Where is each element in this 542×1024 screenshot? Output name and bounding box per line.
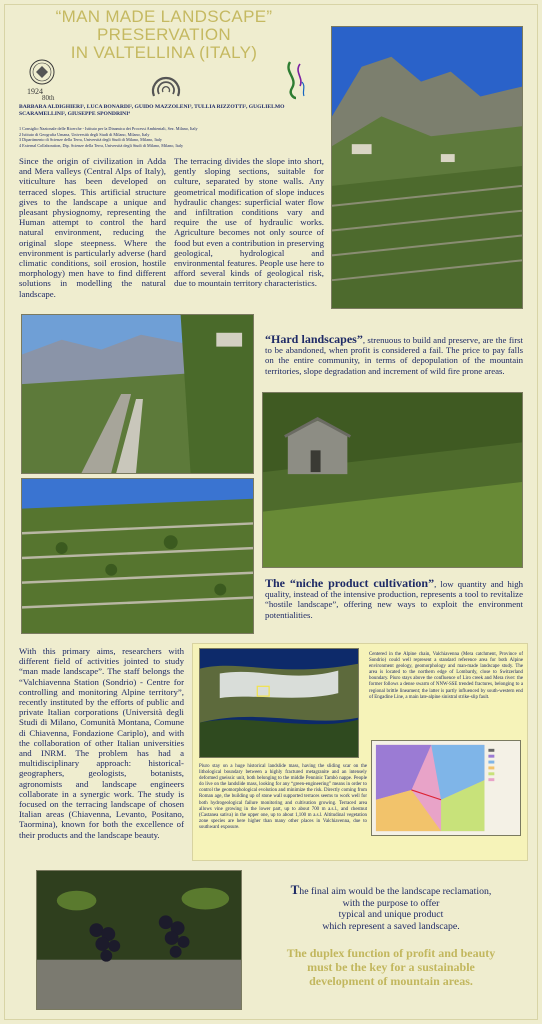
poster-title	[8, 8, 320, 62]
hard-landscapes-lead: “Hard landscapes”	[265, 332, 363, 346]
title-line-2: PRESERVATION	[97, 25, 231, 44]
hard-landscapes-text	[265, 334, 523, 376]
geological-map	[371, 740, 521, 836]
closing-line-1: The duplex function of profit and beauty	[286, 946, 496, 960]
final-line-2: with the purpose to offer	[342, 897, 440, 909]
affiliation-4: 4 External Collaboration, Dip. Scienze della Terra, Università degli Studi di Milano, Milano, Italy	[19, 142, 184, 148]
intro-column-2: The terracing divides the slope into short, gently sloping sections, suitable for culture, separated by stone walls. Any geometrical modification of slope induces hydraulic changes: superficial water flow and infiltration conditions vary and require the use of hydraulic works. Agriculture becomes not only source of food but even a contribution in preserving geological, hydrological and environmental features. People use here to afford several kinds of geological risk, due to mountain territory characteristics.	[174, 156, 324, 289]
niche-product-lead: The “niche product cultivation”	[265, 576, 435, 590]
terraces-slope-photo	[21, 478, 254, 634]
affiliations	[19, 126, 319, 148]
closing-statement	[258, 946, 524, 988]
closing-line-2: must be the key for a sustainable	[307, 960, 475, 974]
hard-landscapes-body: , strenuous to build and preserve, are the first to be abandoned, when profit is considered a fail. The price to pay falls on the entire community, in terms of depopulation of the mountain territories, slope degradation and increment of wild fire prone areas.	[265, 335, 523, 376]
title-line-3: IN VALTELLINA (ITALY)	[70, 43, 258, 62]
logo-year-bottom: 80th	[42, 94, 55, 102]
grapes-photo	[36, 870, 242, 1010]
piuro-description: Piuro stay on a huge historical landslide mass, having the sliding scar on the lithological boundary between a highly fractured metagranite and an intensely deformed gneissic unit, both belonging to the middle Penninic Tambò nappe. People do live on the landslide mass, looking for any “green-engineering” means in order to control the geomorphological evolution and minimize the risk. Directly coming from Roman age, the building up of stone wall supported terraces seems to work well for both hydrogeological failure monitoring and cultivation growing. Terraced area allows vine growing in the lower part, up to about 700 m a.s.l., and chestnut (Castanea sativa) in the upper one, up to about 1,100 m a.s.l. Altitudinal vegetation zone species are here higher than many other places in Valchiavenna, due to southward exposure.	[199, 764, 367, 830]
study-area-description: Centered in the Alpine chain, Valchiavenna (Mera catchment, Province of Sondrio) could well represent a standard reference area for both Alpine environment geology, geomorphology and man-made landscape study. The area is located to the northern edge of Lombardy, close to Switzerland boundary. Piuro stays above the confluence of Liro creek and Mera river: the former follows a dense swarm of NNW-SSE trended fractures, belonging to a regional brittle lineament; the latter is partly influenced by south-western end of Engadine Line, a main late-alpine sinistral strike-slip fault.	[369, 652, 523, 700]
affiliation-1: 1 Consiglio Nazionale delle Ricerche - Istituto per la Dinamica dei Processi Ambientali, Sez. Milano, Italy	[19, 126, 198, 131]
final-line-1: The final aim would be the landscape reclamation,	[290, 882, 492, 897]
study-area-panel	[192, 643, 528, 861]
final-line-1-text: he final aim would be the landscape reclamation,	[299, 886, 492, 897]
logo-year-top: 1924	[27, 87, 43, 96]
university-logo	[24, 58, 60, 102]
final-line-4: which represent a saved landscape.	[322, 920, 460, 932]
final-aim	[258, 884, 524, 932]
niche-product-body: , low quantity and high quality, instead of the intensive production, represents a tool to revitalize “hostile landscape”, offering new ways to exploit the environment potentialities.	[265, 579, 523, 620]
aims-text: With this primary aims, researchers with different field of activities jointed to study “man made landscape”. The staff belongs the “Valchiavenna Station (Sondrio) - Centre for controlling and monitoring Alpine territory”, recently instituted by the efforts of public and private Italian corporations (Università degli Studi di Milano, Comunità Montana, Comune di Chiavenna, Fondazione Cariplo), and with the collaboration of other Italian universities and INRM. The problem has had a multidisciplinary approach: historical-geographers, geologists, botanists, agronomists and landscape engineers collaborate in a synergic work. The study is focused on the terracing landscape of chosen Italian areas (Chiavenna, Levanto, Positano, Taormina), known for both the excellence of their products and the landscape beauty.	[19, 646, 184, 840]
stone-hut-photo	[262, 392, 523, 568]
affiliation-2: 2 Istituto di Geografia Umana, Università degli Studi di Milano, Milano, Italy	[19, 131, 150, 137]
authors: BARBARA ALDIGHIERI¹, LUCA BONARDI², GUIDO MAZZOLENI³, TULLIA RIZZOTTI², GUGLIELMO SCARAMELLINI², GIUSEPPE SPONDRINI⁴	[19, 104, 285, 117]
niche-product-text	[265, 578, 523, 620]
satellite-map	[199, 648, 359, 758]
closing-line-3: development of mountain areas.	[309, 974, 473, 988]
title-line-1: “MAN MADE LANDSCAPE”	[55, 7, 273, 26]
cnr-logo	[150, 68, 182, 100]
station-logo	[282, 60, 310, 100]
intro-column-1: Since the origin of civilization in Adda and Mera valleys (Central Alps of Italy), viticulture has been developed on terraced slopes. This artificial structure gives to the landscape a unique and pleasant physiognomy, representing the Human attempt to control the hard natural environment, reducing the original slope steepness. Where the environment is particularly adverse (hard climatic conditions, soil erosion, hostile morphology) men have to find different solutions in modelling the natural landscape.	[19, 156, 166, 299]
terraced-vineyard-photo	[331, 26, 523, 309]
final-line-3: typical and unique product	[338, 909, 444, 920]
valley-road-photo	[21, 314, 254, 474]
affiliation-3: 3 Dipartimento di Scienze della Terra, Università degli Studi di Milano, Milano, Italy	[19, 137, 163, 142]
